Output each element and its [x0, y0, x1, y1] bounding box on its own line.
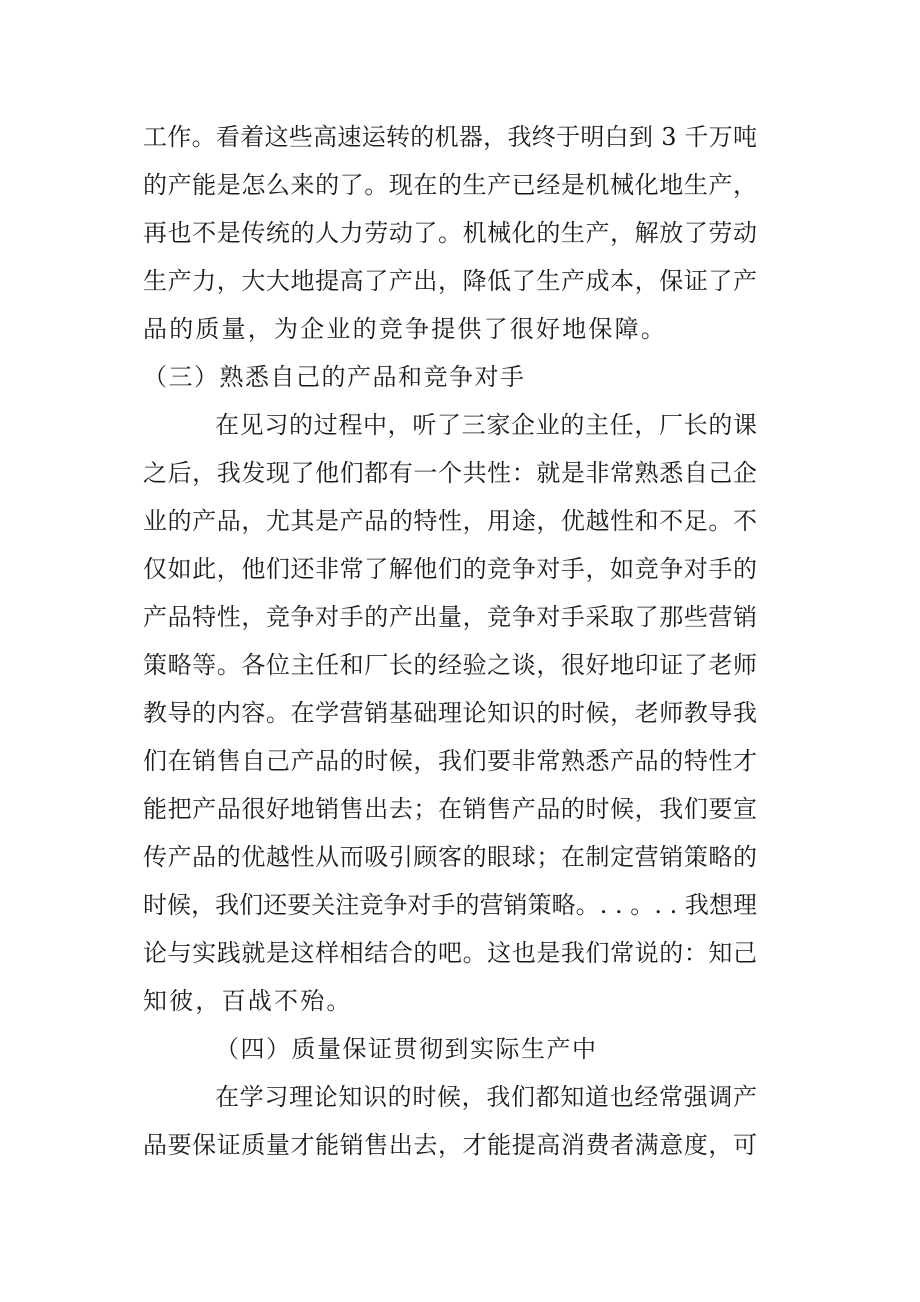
paragraph-2-line-8: 们在销售自己产品的时候，我们要非常熟悉产品的特性才	[143, 747, 757, 775]
paragraph-2-line-6: 策略等。各位主任和厂长的经验之谈，很好地印证了老师	[143, 651, 757, 679]
paragraph-2-line-3: 业的产品，尤其是产品的特性，用途，优越性和不足。不	[143, 507, 757, 535]
paragraph-1-line-1: 工作。看着这些高速运转的机器，我终于明白到 3 千万吨	[143, 123, 757, 151]
paragraph-2-line-11: 时候，我们还要关注竞争对手的营销策略。. . 。. . 我想理	[143, 891, 757, 919]
paragraph-1-line-4: 生产力，大大地提高了产出，降低了生产成本，保证了产	[143, 267, 757, 295]
paragraph-2-line-5: 产品特性，竞争对手的产出量，竞争对手采取了那些营销	[143, 603, 757, 631]
paragraph-2-line-9: 能把产品很好地销售出去；在销售产品的时候，我们要宣	[143, 795, 757, 823]
paragraph-3-line-1: 在学习理论知识的时候，我们都知道也经常强调产	[215, 1083, 757, 1111]
paragraph-2-line-2: 之后，我发现了他们都有一个共性：就是非常熟悉自己企	[143, 459, 757, 487]
paragraph-3-line-2: 品要保证质量才能销售出去，才能提高消费者满意度，可	[143, 1131, 757, 1159]
paragraph-1-line-3: 再也不是传统的人力劳动了。机械化的生产，解放了劳动	[143, 219, 757, 247]
paragraph-2-line-10: 传产品的优越性从而吸引顾客的眼球；在制定营销策略的	[143, 843, 757, 871]
paragraph-2-line-4: 仅如此，他们还非常了解他们的竞争对手，如竞争对手的	[143, 555, 757, 583]
section-heading-4: （四）质量保证贯彻到实际生产中	[215, 1035, 598, 1063]
paragraph-2-line-7: 教导的内容。在学营销基础理论知识的时候，老师教导我	[143, 699, 757, 727]
paragraph-2-line-1: 在见习的过程中，听了三家企业的主任，厂长的课	[215, 411, 757, 439]
paragraph-2-line-12: 论与实践就是这样相结合的吧。这也是我们常说的：知己	[143, 939, 757, 967]
paragraph-2-line-13: 知彼，百战不殆。	[143, 987, 353, 1015]
paragraph-1-line-2: 的产能是怎么来的了。现在的生产已经是机械化地生产，	[143, 171, 757, 199]
section-heading-3: （三）熟悉自己的产品和竞争对手	[143, 363, 526, 391]
paragraph-1-line-5: 品的质量，为企业的竞争提供了很好地保障。	[143, 315, 667, 343]
